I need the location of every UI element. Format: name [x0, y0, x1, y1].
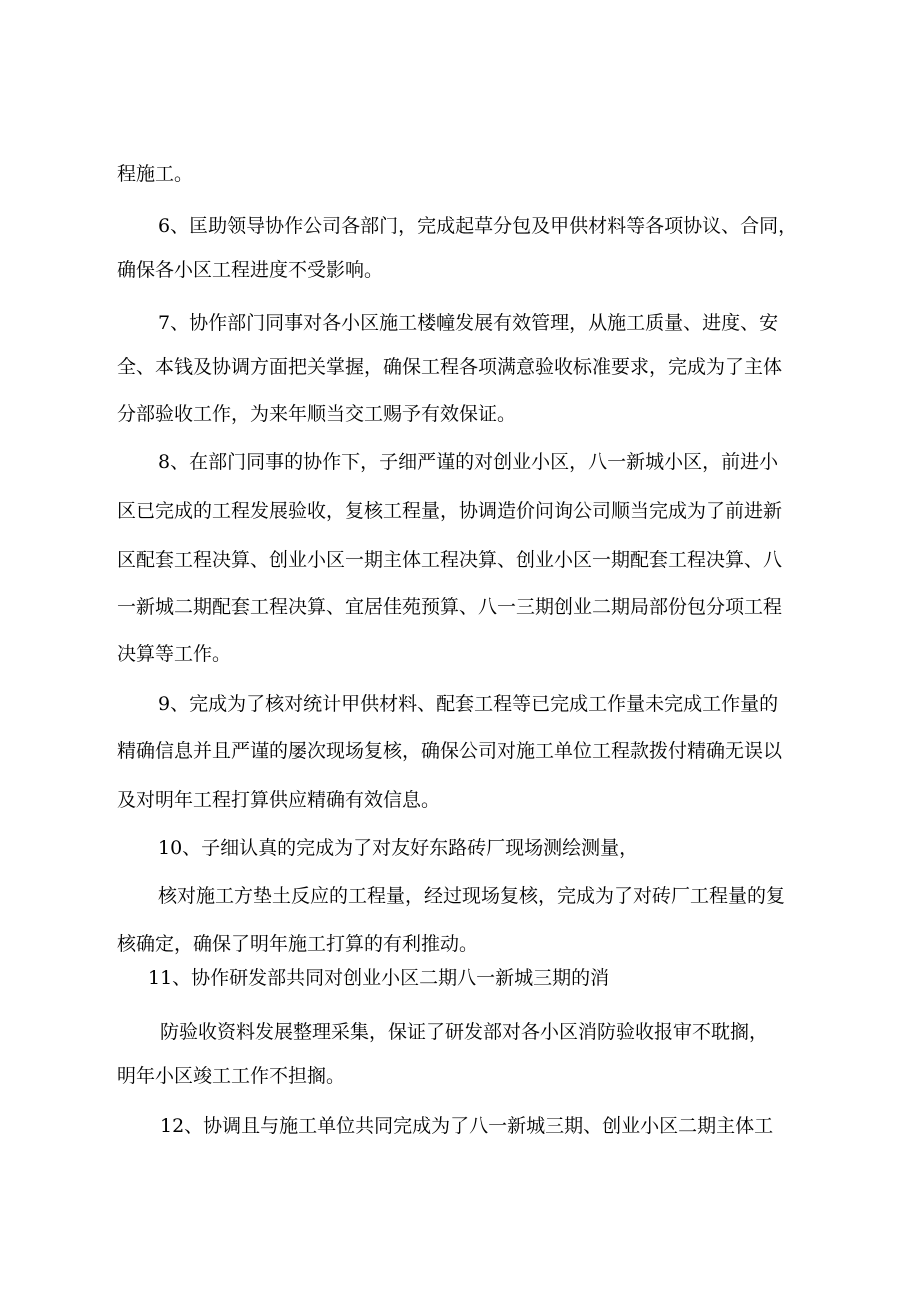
text-line: 核确定，确保了明年施工打算的有利推动。 — [117, 933, 479, 955]
text-line: 9、完成为了核对统计甲供材料、配套工程等已完成工作量未完成工作量的 — [158, 693, 779, 715]
text-line: 11、协作研发部共同对创业小区二期八一新城三期的消 — [148, 967, 610, 989]
text-line: 精确信息并且严谨的屡次现场复核，确保公司对施工单位工程款拨付精确无误以 — [117, 740, 783, 762]
text-line: 防验收资料发展整理采集，保证了研发部对各小区消防验收报审不耽搁， — [160, 1021, 769, 1043]
text-line: 分部验收工作，为来年顺当交工赐予有效保证。 — [117, 403, 517, 425]
text-line: 一新城二期配套工程决算、宜居佳苑预算、八一三期创业二期局部份包分项工程 — [117, 596, 783, 618]
text-line: 10、子细认真的完成为了对友好东路砖厂现场测绘测量， — [158, 837, 639, 859]
text-line: 区配套工程决算、创业小区一期主体工程决算、创业小区一期配套工程决算、八 — [117, 549, 783, 571]
text-line: 程施工。 — [117, 163, 194, 185]
text-line: 全、本钱及协调方面把关掌握，确保工程各项满意验收标准要求，完成为了主体 — [117, 356, 783, 378]
text-line: 决算等工作。 — [117, 643, 232, 665]
text-line: 及对明年工程打算供应精确有效信息。 — [117, 789, 441, 811]
text-line: 核对施工方垫土反应的工程量，经过现场复核，完成为了对砖厂工程量的复 — [158, 885, 786, 907]
text-line: 7、协作部门同事对各小区施工楼幢发展有效管理，从施工质量、进度、安 — [158, 312, 779, 334]
text-line: 确保各小区工程进度不受影响。 — [117, 259, 384, 281]
text-line: 6、匡助领导协作公司各部门，完成起草分包及甲供材料等各项协议、合同， — [158, 215, 798, 237]
text-line: 明年小区竣工工作不担搁。 — [117, 1065, 346, 1087]
text-line: 8、在部门同事的协作下，子细严谨的对创业小区，八一新城小区，前进小 — [158, 451, 779, 473]
text-line: 12、协调且与施工单位共同完成为了八一新城三期、创业小区二期主体工 — [160, 1115, 774, 1137]
text-line: 区已完成的工程发展验收，复核工程量，协调造价问询公司顺当完成为了前进新 — [117, 500, 783, 522]
